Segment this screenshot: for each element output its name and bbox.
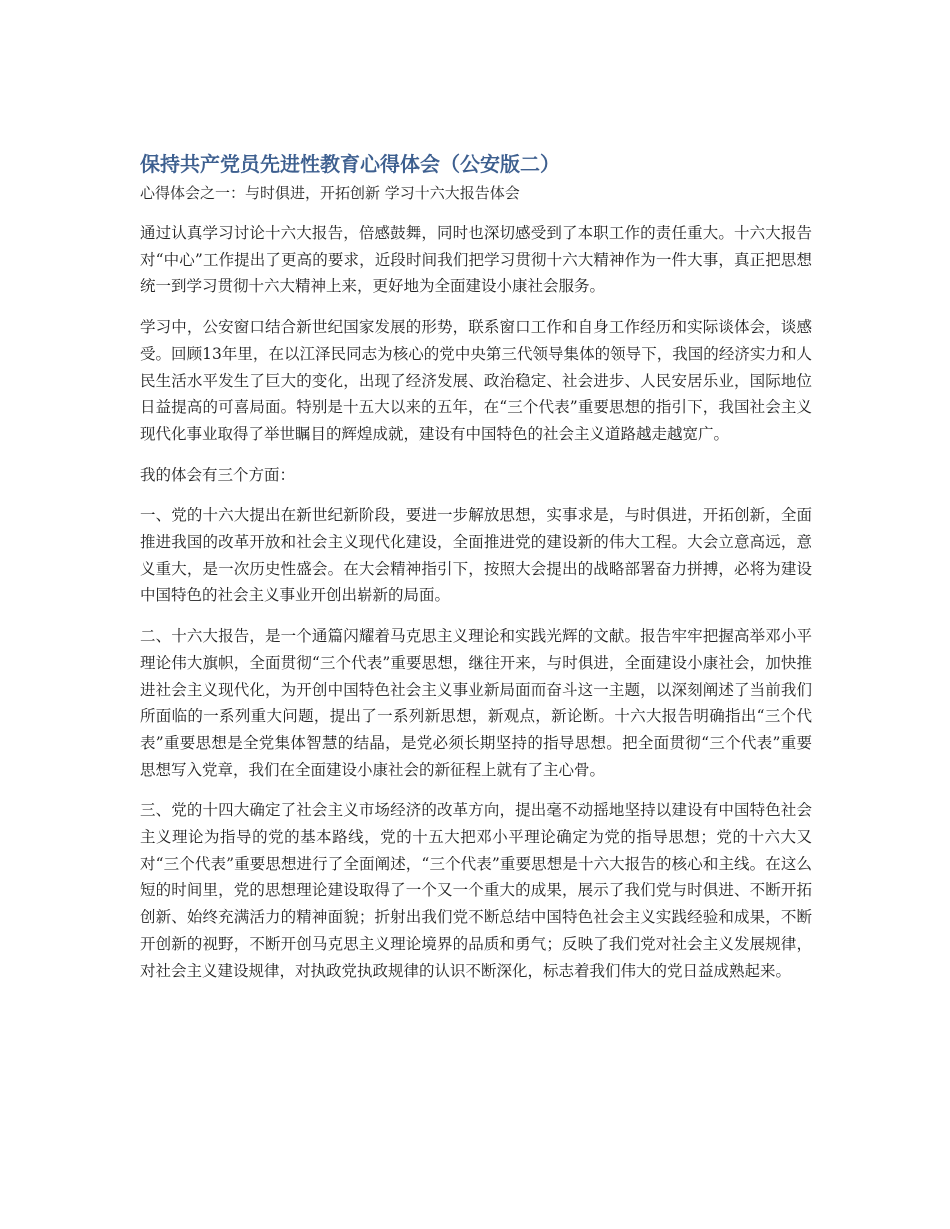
paragraph-intro: 通过认真学习讨论十六大报告，倍感鼓舞，同时也深切感受到了本职工作的责任重大。十六大报告对“中心”工作提出了更高的要求，近段时间我们把学习贯彻十六大精神作为一件大事，真正把思想统一到学习贯彻十六大精神上来，更好地为全面建设小康社会服务。: [140, 224, 812, 296]
document-title: 保持共产党员先进性教育心得体会（公安版二）: [140, 152, 560, 176]
paragraph-aspects-heading: 我的体会有三个方面：: [140, 465, 296, 484]
paragraph-point-three: 三、党的十四大确定了社会主义市场经济的改革方向，提出毫不动摇地坚持以建设有中国特色社会主义理论为指导的党的基本路线，党的十五大把邓小平理论确定为党的指导思想；党的十六大又对“三个代表”重要思想进行了全面阐述，“三个代表”重要思想是十六大报告的核心和主线。在这么短的时间里，党的思想理论建设取得了一个又一个重大的成果，展示了我们党与时俱进、不断开拓创新、始终充满活力的精神面貌；折射出我们党不断总结中国特色社会主义实践经验和成果，不断开创新的视野，不断开创马克思主义理论境界的品质和勇气；反映了我们党对社会主义发展规律，对社会主义建设规律，对执政党执政规律的认识不断深化，标志着我们伟大的党日益成熟起来。: [140, 801, 812, 980]
paragraph-point-one: 一、党的十六大提出在新世纪新阶段，要进一步解放思想，实事求是，与时俱进，开拓创新，全面推进我国的改革开放和社会主义现代化建设，全面推进党的建设新的伟大工程。大会立意高远，意义重大，是一次历史性盛会。在大会精神指引下，按照大会提出的战略部署奋力拼搏，必将为建设中国特色的社会主义事业开创出崭新的局面。: [140, 506, 812, 605]
document-subtitle: 心得体会之一：与时俱进，开拓创新 学习十六大报告体会: [140, 184, 520, 202]
paragraph-point-two: 二、十六大报告，是一个通篇闪耀着马克思主义理论和实践光辉的文献。报告牢牢把握高举邓小平理论伟大旗帜，全面贯彻“三个代表”重要思想，继往开来，与时俱进，全面建设小康社会，加快推进社会主义现代化，为开创中国特色社会主义事业新局面而奋斗这一主题，以深刻阐述了当前我们所面临的一系列重大问题，提出了一系列新思想，新观点，新论断。十六大报告明确指出“三个代表”重要思想是全党集体智慧的结晶，是党必须长期坚持的指导思想。把全面贯彻“三个代表”重要思想写入党章，我们在全面建设小康社会的新征程上就有了主心骨。: [140, 627, 812, 779]
document-page: [140, 148, 812, 998]
paragraph-study: 学习中，公安窗口结合新世纪国家发展的形势，联系窗口工作和自身工作经历和实际谈体会，谈感受。回顾13年里，在以江泽民同志为核心的党中央第三代领导集体的领导下，我国的经济实力和人民生活水平发生了巨大的变化，出现了经济发展、政治稳定、社会进步、人民安居乐业，国际地位日益提高的可喜局面。特别是十五大以来的五年，在“三个代表”重要思想的指引下，我国社会主义现代化事业取得了举世瞩目的辉煌成就，建设有中国特色的社会主义道路越走越宽广。: [140, 318, 812, 443]
